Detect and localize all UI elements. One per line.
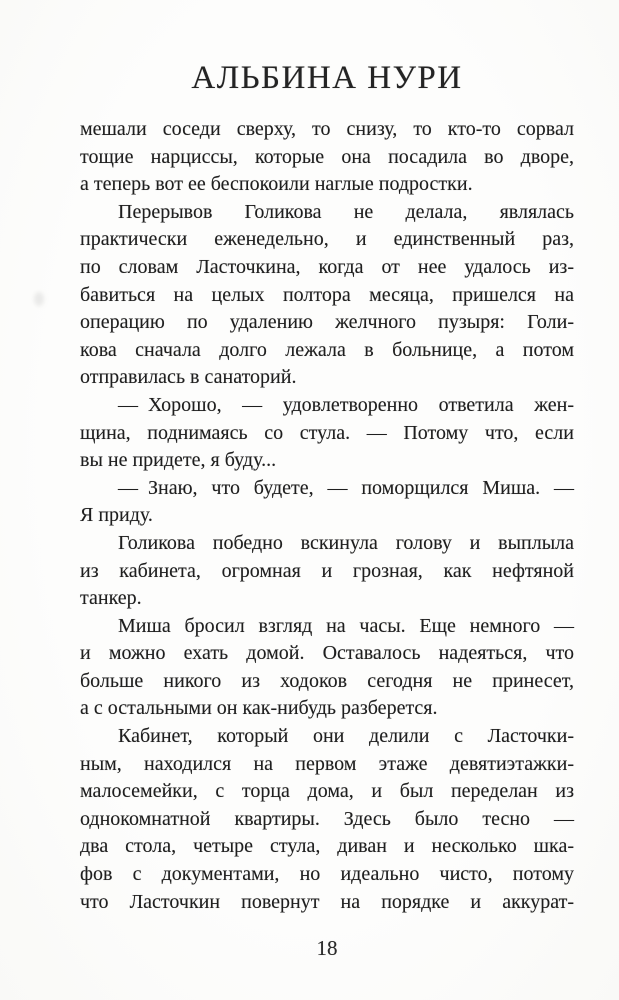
text-line: кова сначала долго лежала в больнице, а потом xyxy=(80,338,574,361)
text-line: тощие нарциссы, которые она посадила во дворе, xyxy=(80,145,574,168)
text-line: — Знаю, что будете, — поморщился Миша. — xyxy=(118,476,574,499)
text-line: отправилась в санаторий. xyxy=(80,366,297,389)
page-number: 18 xyxy=(316,936,338,960)
text-line: фов с документами, но идеально чисто, потому xyxy=(80,863,574,886)
text-line: практически еженедельно, и единственный раз, xyxy=(80,228,574,251)
text-line: из кабинета, огромная и грозная, как нефтяной xyxy=(80,559,574,582)
text-line: по словам Ласточкина, когда от нее удалось из- xyxy=(80,255,574,278)
text-line: два стола, четыре стула, диван и несколько шка- xyxy=(80,835,574,858)
text-line: больше никого из ходоков сегодня не принесет, xyxy=(80,669,574,692)
text-line: Голикова победно вскинула голову и выплыла xyxy=(118,531,574,554)
text-line: бавиться на целых полтора месяца, пришелся на xyxy=(80,283,574,306)
running-head-author: АЛЬБИНА НУРИ xyxy=(191,60,463,96)
text-line: и можно ехать домой. Оставалось надеяться, что xyxy=(80,642,574,665)
text-line: а теперь вот ее беспокоили наглые подростки. xyxy=(80,173,473,196)
text-line: щина, поднимаясь со стула. — Потому что, если xyxy=(80,421,574,444)
text-line: Перерывов Голикова не делала, являлась xyxy=(118,200,574,223)
text-line: ным, находился на первом этаже девятиэтажки- xyxy=(80,752,574,775)
scan-artifact xyxy=(34,292,44,306)
text-line: а с остальными он как-нибудь разберется. xyxy=(80,697,438,720)
body-text xyxy=(80,116,574,916)
text-line: Я приду. xyxy=(80,504,153,527)
text-line: Кабинет, который они делили с Ласточки- xyxy=(118,725,574,748)
text-line: вы не придете, я буду... xyxy=(80,449,277,472)
text-line: Миша бросил взгляд на часы. Еще немного — xyxy=(118,614,574,637)
text-line: что Ласточкин повернут на порядке и аккурат- xyxy=(80,890,574,913)
text-line: — Хорошо, — удовлетворенно ответила жен- xyxy=(118,393,574,416)
text-line: малосемейки, с торца дома, и был переделан из xyxy=(80,780,574,803)
text-line: танкер. xyxy=(80,587,142,610)
text-line: операцию по удалению желчного пузыря: Голи- xyxy=(80,311,574,334)
text-line: однокомнатной квартиры. Здесь было тесно — xyxy=(80,807,574,830)
text-line: мешали соседи сверху, то снизу, то кто-то сорвал xyxy=(80,118,574,140)
